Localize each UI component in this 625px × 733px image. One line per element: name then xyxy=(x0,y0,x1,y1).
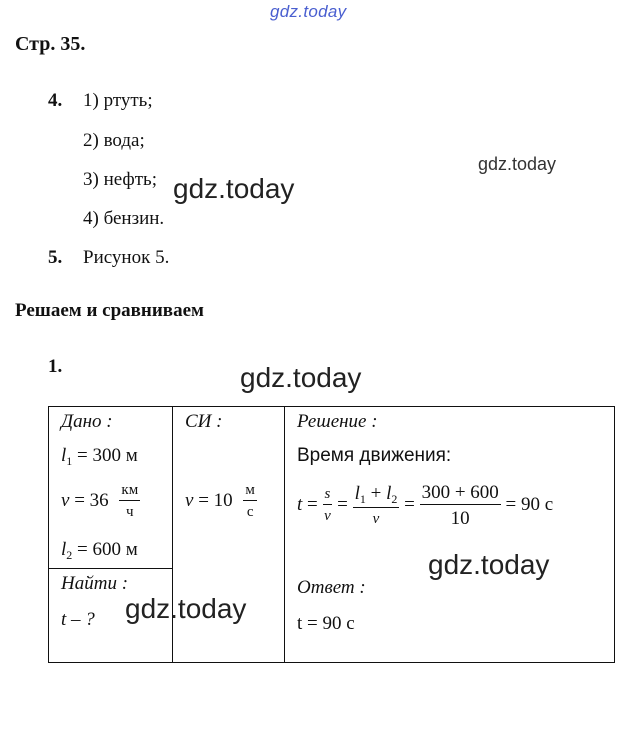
q4-item-2: 2) вода; xyxy=(83,130,145,151)
given-header: Дано : xyxy=(61,411,113,432)
watermark: gdz.today xyxy=(428,549,550,580)
solution-formula: t = $\frac{s}{v}$ = $\frac{l_1 + l_2}{v}$ = $\frac{300 + 600}{10}$ = 90 с xyxy=(297,482,554,529)
watermark-top: gdz.today xyxy=(270,2,347,21)
page-label: Стр. 35. xyxy=(15,33,86,55)
answer-value: t = 90 с xyxy=(297,613,355,634)
question-5-number: 5. xyxy=(48,247,63,268)
q4-item-1: 1) ртуть; xyxy=(83,90,153,111)
find-header: Найти : xyxy=(61,573,129,594)
q5-answer: Рисунок 5. xyxy=(83,247,170,268)
q4-item-4: 4) бензин. xyxy=(83,208,165,229)
si-v: v = 10 $\frac{м}{с}$ xyxy=(185,482,255,520)
watermark: gdz.today xyxy=(240,362,362,393)
given-cell xyxy=(49,407,173,569)
solution-text: Время движения: xyxy=(297,445,452,466)
given-v: v = 36 $\frac{км}{ч}$ xyxy=(61,482,139,520)
given-l1: $l_1 = 300$ м xyxy=(61,445,138,468)
section-title: Решаем и сравниваем xyxy=(15,300,204,321)
si-header: СИ : xyxy=(185,411,223,432)
answer-header: Ответ : xyxy=(297,577,366,598)
watermark: gdz.today xyxy=(173,173,295,204)
question-4-number: 4. xyxy=(48,90,63,111)
watermark: gdz.today xyxy=(125,593,247,624)
q4-item-3: 3) нефть; xyxy=(83,169,157,190)
watermark: gdz.today xyxy=(478,154,557,174)
given-l2: $l_2 = 600$ м xyxy=(61,539,138,562)
solution-cell xyxy=(285,407,615,663)
solution-header: Решение : xyxy=(297,411,378,432)
task-1-number: 1. xyxy=(48,356,63,377)
find-value: t – ? xyxy=(61,609,95,630)
